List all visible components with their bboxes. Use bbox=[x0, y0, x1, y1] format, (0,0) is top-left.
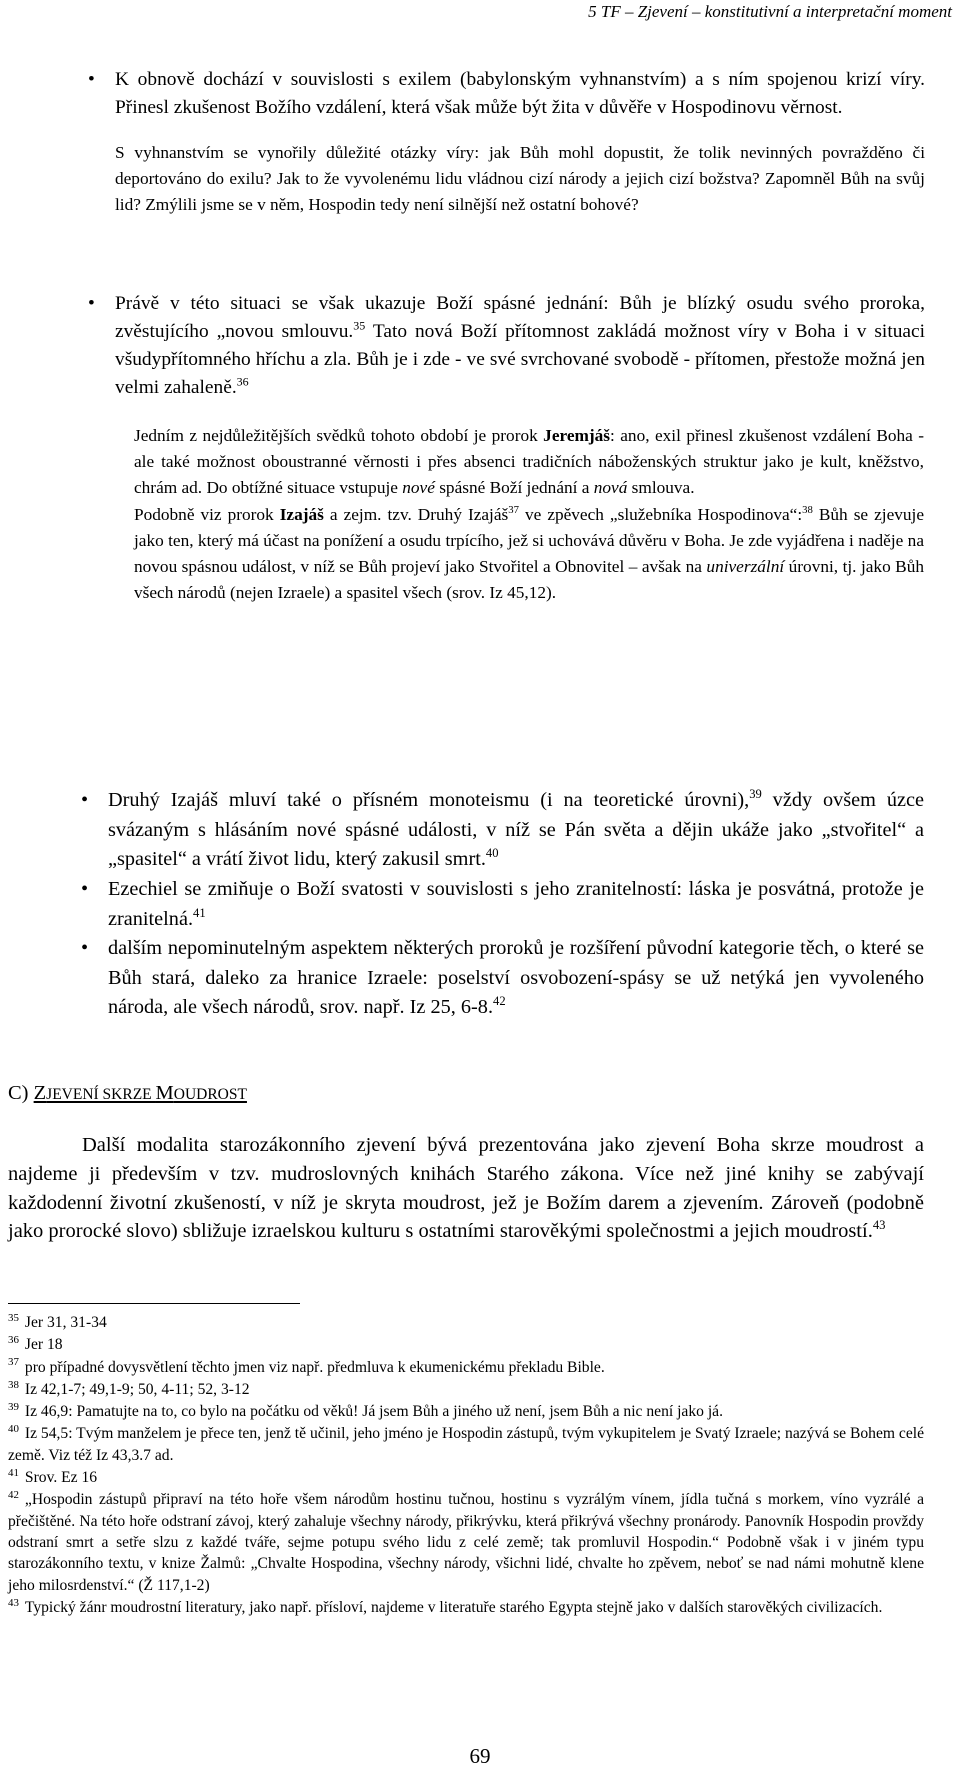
bullet-text-part1: Právě v této situaci se však ukazuje Boží spásné jednání: Bůh je blízký osudu svého proroka, zvěstujícího „novou smlouvu. bbox=[115, 293, 925, 342]
footnote-item bbox=[8, 1423, 924, 1466]
footnote-item bbox=[8, 1489, 924, 1595]
footnote-text: „Hospodin zástupů připraví na této hoře všem národům hostinu tučnou, hostinu s vyzrálým vínem, jídla tučná s morkem, víno vyzrálé a přečištěné. Na této hoře odstraní závoj, který zahaluje všechny národy, přikrývku, která přikrývá všechny pronárody. Panovník Hospodin provždy odstraní smrt a setře slzu z každé tváře, sejme potupu svého lidu z celé země; tak promluvil Hospodin.“ Podobně však i v jiném typu starozákonního textu, v knize Žalmů: „Chvalte Hospodina, všechny národy, všichni lidé, chvalte ho zpěvem, neboť se nad námi mohutně klene jeho milosrdenství.“ (Ž 117,1-2) bbox=[8, 1491, 924, 1594]
footnote-item bbox=[8, 1467, 924, 1488]
running-head: 5 TF – Zjevení – konstitutivní a interpretační moment bbox=[588, 2, 952, 21]
bullet-icon: • bbox=[81, 937, 89, 959]
isaiah-paragraph: Podobně viz prorok Izajáš a zejm. tzv. Druhý Izajáš$^{37}$ ve zpěvech „služebníka Hospodinova“:$^{38}$ Bůh se zjevuje jako ten, který má účast na ponížení a osudu trpícího, jež si uchovává důvěru v Boha. Je zde vyjádřena i naděje na novou spásnou událost, v níž se Bůh projeví jako Stvořitel a Obnovitel – avšak na univerzální úrovni, tj. jako Bůh všech národů (nejen Izraele) a spasitel všech (srov. Iz 45,12). bbox=[134, 503, 925, 603]
bullet-text-part2: Tato nová Boží přítomnost zakládá možnost víry v Boha i v situaci všudypřítomného hříchu a zla. Bůh je i zde - ve své svrchované svobodě - přítomen, přestože možná jen velmi zahaleně. bbox=[115, 321, 925, 398]
footnote-ref[interactable]: 35 bbox=[353, 318, 366, 333]
prophet-name-jeremiah: Jeremjáš bbox=[543, 426, 611, 445]
footnote-ref[interactable]: 42 bbox=[493, 994, 506, 1009]
footnote-text: pro případné dovysvětlení těchto jmen viz např. předmluva k ekumenickému překladu Bible. bbox=[24, 1358, 605, 1376]
footnote-number: 39 bbox=[8, 1401, 19, 1413]
bullet-icon: • bbox=[88, 293, 95, 314]
footnote-text: Iz 42,1-7; 49,1-9; 50, 4-11; 52, 3-12 bbox=[24, 1380, 250, 1398]
bullet-icon: • bbox=[81, 878, 89, 900]
footnote-text: Jer 31, 31-34 bbox=[24, 1314, 107, 1331]
footnotes bbox=[8, 1312, 924, 1619]
bullet-item-exile bbox=[88, 66, 925, 218]
footnote-text: Typický žánr moudrostní literatury, jako např. přísloví, najdeme v literatuře starého Egypta stejně jako v dalších starověkých civilizacích. bbox=[24, 1598, 883, 1616]
bullet-item-universal: • dalším nepominutelným aspektem některých proroků je rozšíření původní kategorie těch, o které se Bůh stará, daleko za hranice Izraele: poselství osvobození-spásy se už netýká jen vyvoleného národa, ale všech národů, srov. např. Iz 25, 6-8.42 bbox=[108, 934, 924, 1023]
page-number: 69 bbox=[469, 1744, 491, 1768]
bullet-icon: • bbox=[81, 789, 89, 811]
footnote-number: 35 bbox=[8, 1311, 19, 1324]
exile-questions: S vyhnanstvím se vynořily důležité otázky víry: jak Bůh mohl dopustit, že tolik nevinných povražděno či deportováno do exilu? Jak to že vyvolenému lidu vládnou cizí národy a jejich cizí božstva? Zapomněl Bůh na svůj lid? Zmýlili jsme se v něm, Hospodin tedy není silnější než ostatní bohové? bbox=[115, 143, 925, 214]
footnote-ref[interactable]: 40 bbox=[485, 846, 499, 861]
wisdom-paragraph: Další modalita starozákonního zjevení bývá prezentována jako zjevení Boha skrze moudrost a najdeme ji především v tzv. mudroslovných knihách Starého zákona. Více než jiné knihy se zabývají každodenní životní zkušeností, v níž je skryta moudrost, jež je Božím darem a zjevením. Zároveň (podobně jako prorocké slovo) sbližuje izraelskou kulturu s ostatními starověkými společnostmi a jejich moudrostí.$^{43}$ bbox=[8, 1134, 924, 1243]
footnote-item bbox=[8, 1401, 924, 1422]
footnote-number: 36 bbox=[8, 1334, 19, 1347]
footnote-item bbox=[8, 1334, 924, 1355]
footnote-number: 42 bbox=[8, 1489, 19, 1502]
footnote-ref[interactable]: 37 bbox=[508, 503, 519, 516]
prophet-name-isaiah: Izajáš bbox=[279, 504, 324, 524]
footnote-text: Srov. Ez 16 bbox=[24, 1469, 98, 1487]
bullet-icon: • bbox=[88, 69, 95, 90]
section-title: ZJEVENÍ SKRZE MOUDROST bbox=[33, 1082, 247, 1104]
bullet-item-salvation bbox=[88, 290, 925, 402]
footnote-item bbox=[8, 1597, 924, 1618]
footnote-number: 40 bbox=[8, 1423, 19, 1436]
footnote-number: 41 bbox=[8, 1466, 19, 1479]
footnote-ref[interactable]: 38 bbox=[802, 503, 813, 516]
footnote-ref[interactable]: 39 bbox=[749, 787, 762, 802]
footnote-number: 37 bbox=[8, 1356, 19, 1369]
footnote-item bbox=[8, 1312, 924, 1333]
footnote-text: Iz 54,5: Tvým manželem je přece ten, jenž tě učinil, jeho jméno je Hospodin zástupů, tvým vykupitelem je Svatý Izraele; nazývá se Bohem celé země. Viz též Iz 43,3.7 ad. bbox=[8, 1425, 924, 1464]
footnote-item bbox=[8, 1379, 924, 1400]
footnote-number: 43 bbox=[8, 1596, 19, 1609]
footnote-ref[interactable]: 36 bbox=[236, 374, 249, 389]
footnote-text: Iz 46,9: Pamatujte na to, co bylo na počátku od věků! Já jsem Bůh a jiného už není, jsem Bůh a nic není jako já. bbox=[24, 1403, 723, 1421]
prophets-block bbox=[134, 423, 924, 606]
footnote-ref[interactable]: 41 bbox=[193, 905, 206, 920]
footnote-ref[interactable]: 43 bbox=[872, 1218, 886, 1233]
footnote-number: 38 bbox=[8, 1378, 19, 1391]
bullet-item-ezekiel: • Ezechiel se zmiňuje o Boží svatosti v souvislosti s jeho zranitelností: láska je posvátná, protože je zranitelná.$^{41}$ bbox=[108, 875, 924, 934]
bullet-item-monotheism: • Druhý Izajáš mluví také o přísném monoteismu (i na teoretické úrovni),$^{39}$ vždy ovšem úzce svázaným s hlásáním nové spásné události, v níž se Pán světa a dějin ukáže jako „stvořitel“ a „spasitel“ a vrátí život lidu, který zakusil smrt.$^{40}$ bbox=[81, 787, 924, 871]
footnote-text: Jer 18 bbox=[24, 1336, 63, 1354]
section-heading: C) ZJEVENÍ SKRZE MOUDROST bbox=[8, 1082, 247, 1104]
footnote-item bbox=[8, 1357, 924, 1378]
jeremiah-paragraph: Jedním z nejdůležitějších svědků tohoto období je prorok Jeremjáš: ano, exil přinesl zkušenost vzdálení Boha - ale také možnost oboustranné věrnosti i přes absenci tradičních náboženských struktur jako je kult, kněžstvo, chrám ad. Do obtížné situace vstupuje nové spásné Boží jednání a nová smlouva. bbox=[134, 426, 924, 498]
footnote-separator bbox=[8, 1303, 300, 1304]
bullet-text: K obnově dochází v souvislosti s exilem (babylonským vyhnanstvím) a s ním spojenou krizí víry. Přinesl zkušenost Božího vzdálení, která však může být žita v důvěře v Hospodinovu věrnost. bbox=[115, 69, 925, 118]
